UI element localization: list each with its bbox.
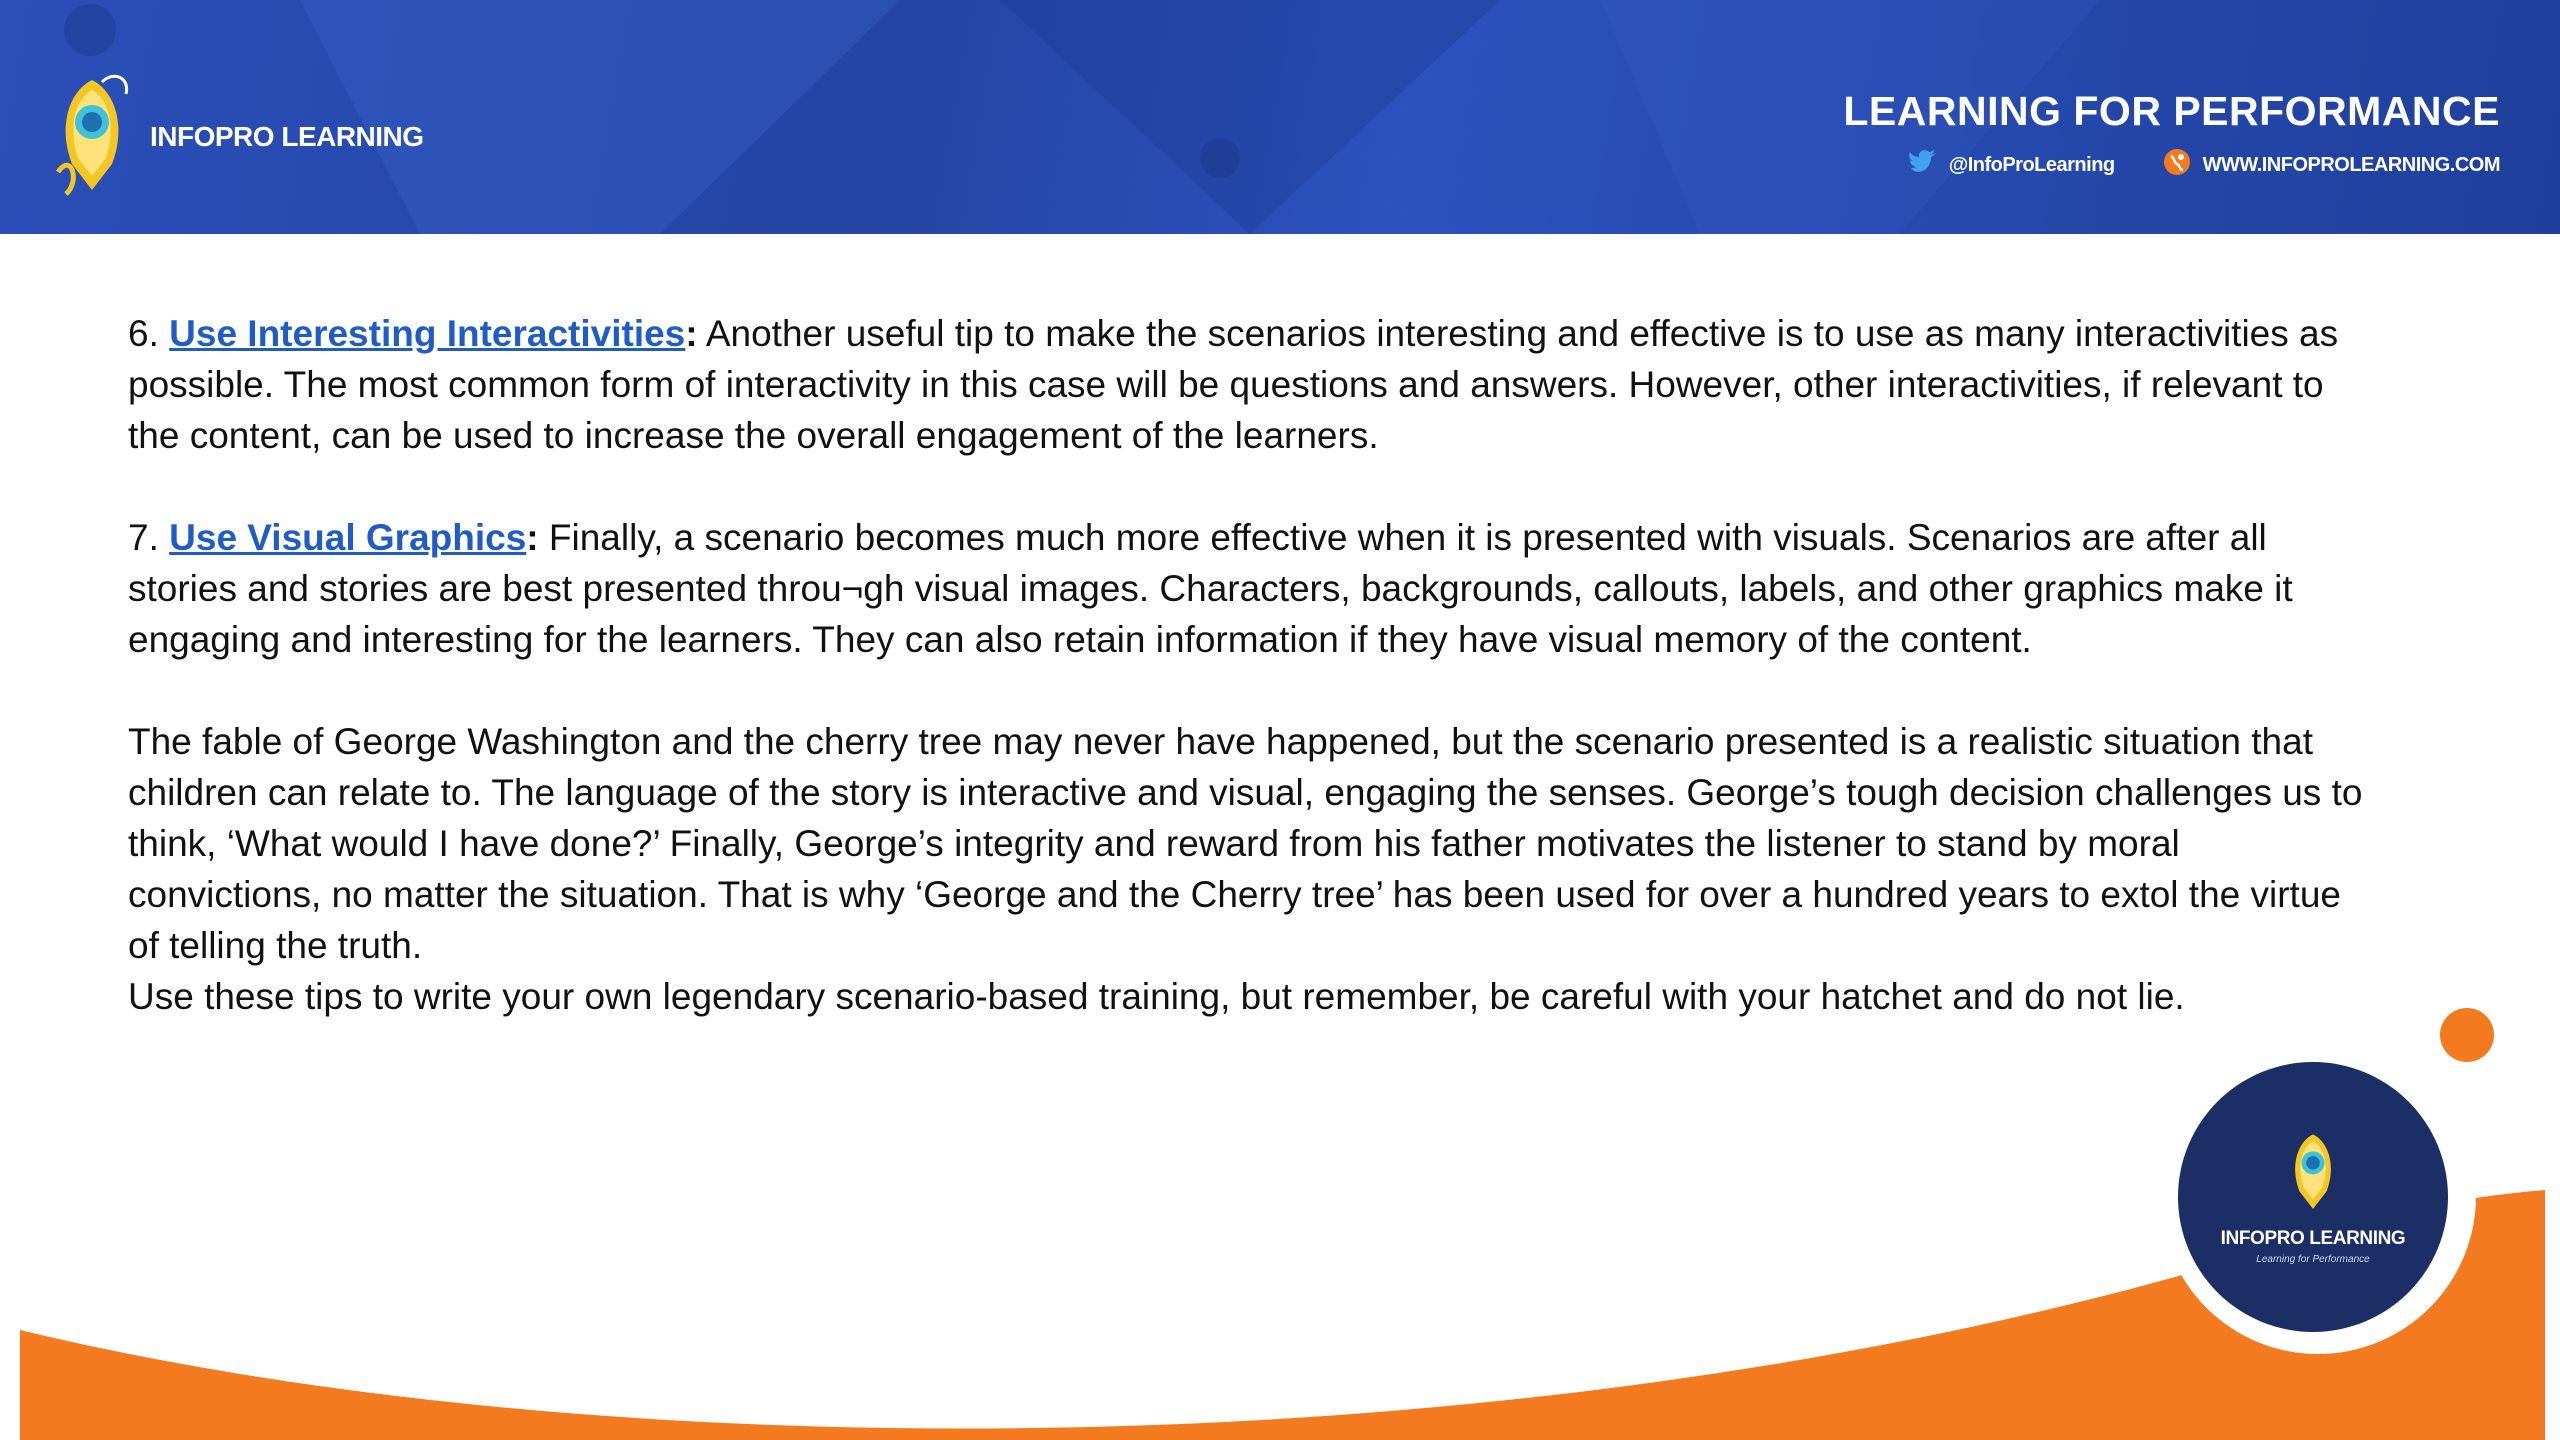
closing-paragraph: Use these tips to write your own legendary scenario-based training, but remember, be careful with your hatchet and do not lie.: [128, 976, 2185, 1017]
twitter-bird-icon: [1909, 150, 1937, 180]
tip-6-link[interactable]: Use Interesting Interactivities: [169, 313, 686, 354]
rocket-logo-icon: [52, 72, 132, 201]
tip-7-paragraph: [128, 512, 2368, 665]
twitter-handle: @InfoProLearning: [1948, 153, 2115, 176]
footer-wave: [0, 1000, 2560, 1440]
conclusion-paragraph: The fable of George Washington and the cherry tree may never have happened, but the scenario presented is a realistic situation that children can relate to. The language of the story is interactive and visual, engaging the senses. George’s tough decision challenges us to think, ‘What would I have done?’ Finally, George’s integrity and reward from his father motivates the listener to stand by moral convictions, no matter the situation. That is why ‘George and the Cherry tree’ has been used for over a hundred years to extol the virtue of telling the truth.: [128, 721, 2363, 966]
tip-6-paragraph: [128, 308, 2368, 461]
orange-dot-decoration: [2440, 1008, 2494, 1062]
badge-brand-name: INFOPRO LEARNING: [2220, 1228, 2406, 1249]
footer-badge: [2178, 1062, 2448, 1332]
tip-7-link[interactable]: Use Visual Graphics: [169, 517, 527, 558]
paragraph-gap: [128, 461, 2368, 512]
brand-logo[interactable]: [52, 72, 424, 201]
tip-7-text: Finally, a scenario becomes much more effective when it is presented with visuals. Scenarios are after all stories and stories are best presented throu¬gh visual images. Characters, backgrounds, callouts, labels, and other graphics make it engaging and interesting for the learners. They can also retain information if they have visual memory of the content.: [128, 517, 2293, 660]
tip-7-colon: :: [526, 517, 539, 558]
header-contacts: [1861, 148, 2500, 182]
header-banner: [0, 0, 2560, 234]
rocket-logo-icon: [2284, 1129, 2342, 1218]
article-body: [128, 308, 2368, 1022]
tip-6-colon: :: [685, 313, 698, 354]
tip-6-number: 6.: [128, 313, 170, 354]
header-tagline: LEARNING FOR PERFORMANCE: [1843, 88, 2500, 134]
paragraph-gap: [128, 665, 2368, 716]
website-url: WWW.INFOPROLEARNING.COM: [2202, 153, 2500, 176]
twitter-link[interactable]: [1909, 150, 2115, 180]
badge-tagline: Learning for Performance: [2256, 1254, 2370, 1265]
brand-name: INFOPRO LEARNING: [150, 120, 424, 152]
web-globe-icon: [2163, 148, 2191, 182]
tip-6-text: Another useful tip to make the scenarios interesting and effective is to use as many interactivities as possible. The most common form of interactivity in this case will be questions and answers. However, other interactivities, if relevant to the content, can be used to increase the overall engagement of the learners.: [128, 313, 2339, 456]
website-link[interactable]: [2163, 148, 2500, 182]
tip-7-number: 7.: [128, 517, 170, 558]
